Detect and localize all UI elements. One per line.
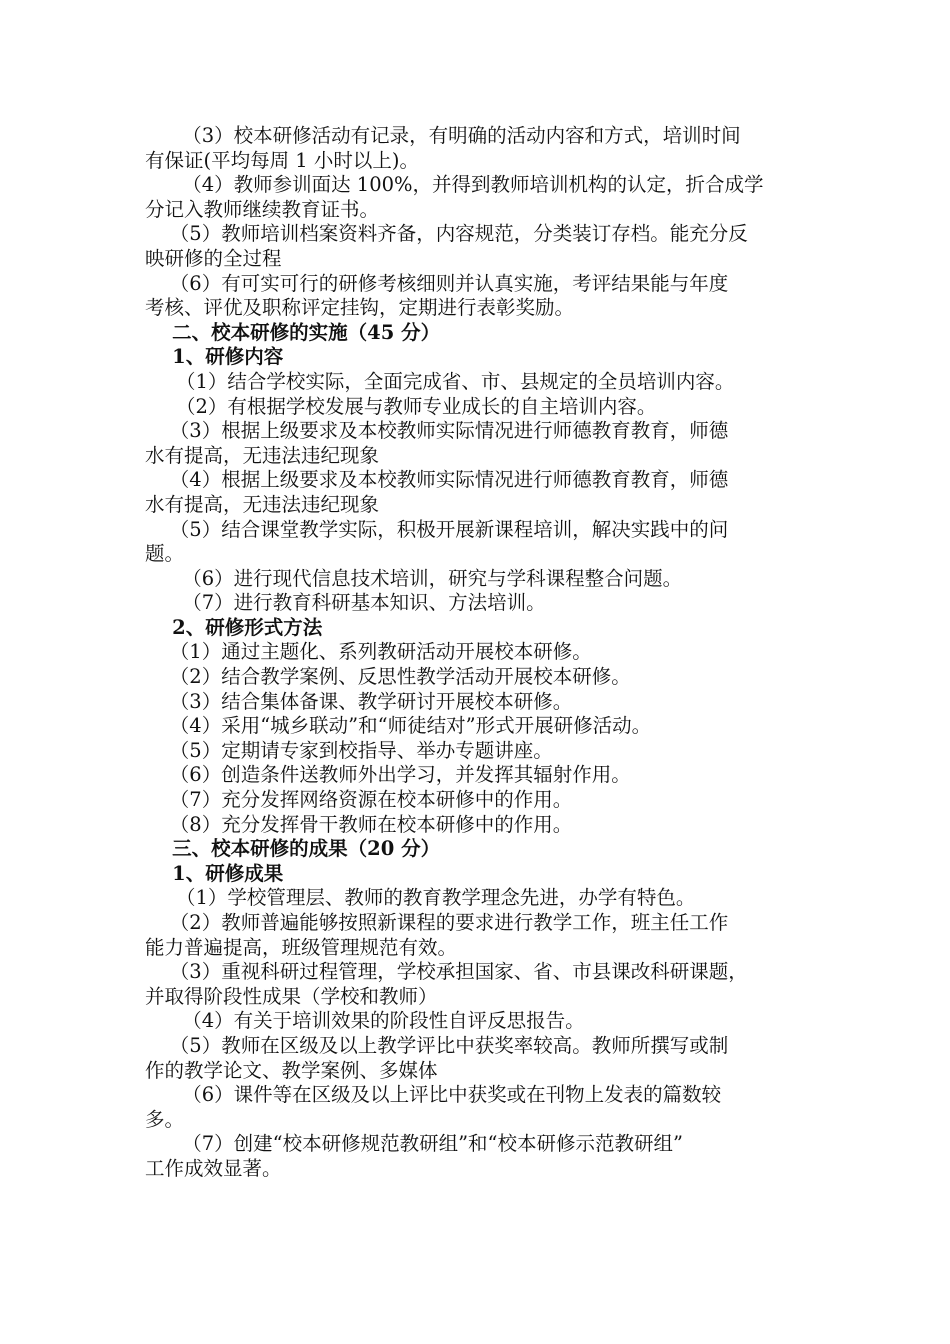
text-line: （7）进行教育科研基本知识、方法培训。 xyxy=(145,591,546,615)
text-line: （2）有根据学校发展与教师专业成长的自主培训内容。 xyxy=(145,394,657,418)
text-line: （1）学校管理层、教师的教育教学理念先进，办学有特色。 xyxy=(145,886,696,910)
text-line: 工作成效显著。 xyxy=(145,1156,282,1180)
text-line: （4）采用“城乡联动”和“师徒结对”形式开展研修活动。 xyxy=(145,714,652,738)
text-line: （3）结合集体备课、教学研讨开展校本研修。 xyxy=(145,689,573,713)
text-line: （5）定期请专家到校指导、举办专题讲座。 xyxy=(145,738,553,762)
text-line: （7）创建“校本研修规范教研组”和“校本研修示范教研组” xyxy=(145,1132,683,1156)
subsection-heading-results: 1、研修成果 xyxy=(145,861,284,885)
text-line: 能力普遍提高，班级管理规范有效。 xyxy=(145,935,458,959)
text-line: （5）教师培训档案资料齐备，内容规范，分类装订存档。能充分反 xyxy=(145,222,748,246)
text-line: 作的教学论文、教学案例、多媒体 xyxy=(145,1058,438,1082)
text-line: 分记入教师继续教育证书。 xyxy=(145,197,380,221)
text-line: 并取得阶段性成果（学校和教师） xyxy=(145,984,438,1008)
subsection-heading-content: 1、研修内容 xyxy=(145,345,284,369)
text-line: 映研修的全过程 xyxy=(145,246,282,270)
text-line: 水有提高，无违法违纪现象 xyxy=(145,492,380,516)
subsection-heading-methods: 2、研修形式方法 xyxy=(145,615,323,639)
text-line: （8）充分发挥骨干教师在校本研修中的作用。 xyxy=(145,812,573,836)
text-line: （2）结合教学案例、反思性教学活动开展校本研修。 xyxy=(145,665,631,689)
text-line: （2）教师普遍能够按照新课程的要求进行教学工作，班主任工作 xyxy=(145,911,729,934)
document-body xyxy=(145,124,815,1182)
section-heading-results: 三、校本研修的成果（20 分） xyxy=(145,837,441,861)
text-line: （5）结合课堂教学实际，积极开展新课程培训，解决实践中的问 xyxy=(145,517,729,541)
text-line: （4）根据上级要求及本校教师实际情况进行师德教育教育，师德 xyxy=(145,468,729,492)
text-line: （7）充分发挥网络资源在校本研修中的作用。 xyxy=(145,788,573,812)
text-line: （4）有关于培训效果的阶段性自评反思报告。 xyxy=(145,1009,585,1033)
text-line: 有保证(平均每周 1 小时以上)。 xyxy=(145,148,420,172)
text-line: 考核、评优及职称评定挂钩，定期进行表彰奖励。 xyxy=(145,296,575,320)
text-line: （1）通过主题化、系列教研活动开展校本研修。 xyxy=(145,640,592,664)
text-line: （6）课件等在区级及以上评比中获奖或在刊物上发表的篇数较 xyxy=(145,1083,722,1107)
text-line: （3）根据上级要求及本校教师实际情况进行师德教育教育，师德 xyxy=(145,419,729,443)
text-line: （5）教师在区级及以上教学评比中获奖率较高。教师所撰写或制 xyxy=(145,1033,729,1057)
text-line: （6）进行现代信息技术培训，研究与学科课程整合问题。 xyxy=(145,566,683,590)
text-line: （3）重视科研过程管理，学校承担国家、省、市县课改科研课题， xyxy=(145,960,748,984)
text-line: （3）校本研修活动有记录，有明确的活动内容和方式，培训时间 xyxy=(145,124,741,147)
section-heading-implementation: 二、校本研修的实施（45 分） xyxy=(145,320,441,344)
text-line: 题。 xyxy=(145,542,185,566)
text-line: （6）创造条件送教师外出学习，并发挥其辐射作用。 xyxy=(145,763,631,787)
text-line: 多。 xyxy=(145,1107,185,1131)
text-line: （6）有可实可行的研修考核细则并认真实施，考评结果能与年度 xyxy=(145,271,729,295)
text-line: （1）结合学校实际，全面完成省、市、县规定的全员培训内容。 xyxy=(145,369,735,393)
text-line: 水有提高，无违法违纪现象 xyxy=(145,443,380,467)
text-line: （4）教师参训面达 100%，并得到教师培训机构的认定，折合成学 xyxy=(145,173,764,197)
